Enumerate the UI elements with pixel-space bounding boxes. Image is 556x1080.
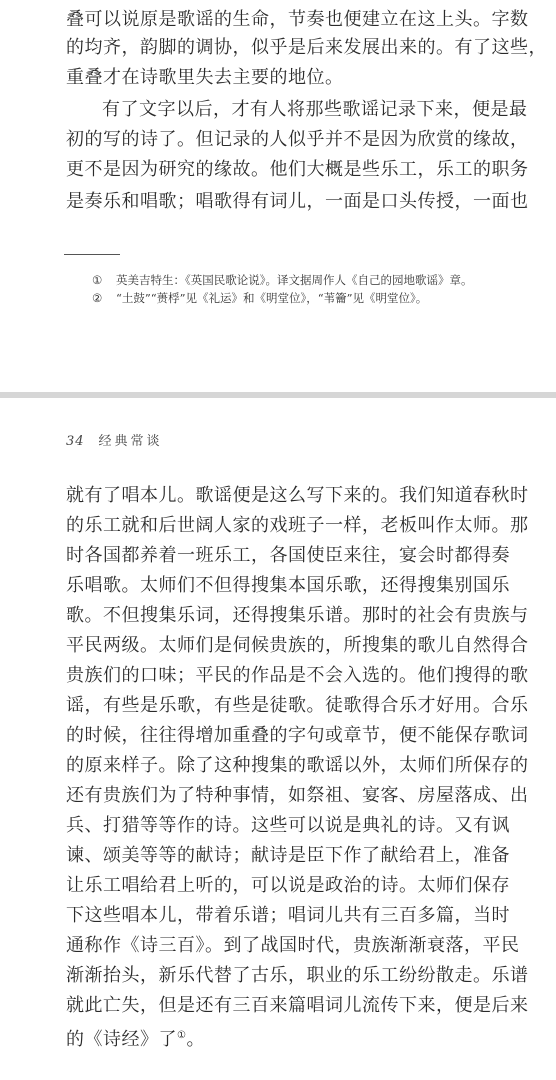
text-line: 的乐工就和后世阔人家的戏班子一样，老板叫作太师。那 <box>66 515 529 536</box>
text-line: 叠可以说原是歌谣的生命，节奏也便建立在这上头。字数 <box>66 9 529 30</box>
text-line: 歌。不但搜集乐词，还得搜集乐谱。那时的社会有贵族与 <box>66 605 529 626</box>
text-line: 的时候，往往得增加重叠的字句或章节，便不能保存歌词 <box>66 725 529 746</box>
text-line: 贵族们的口味；平民的作品是不会入选的。他们搜得的歌 <box>66 665 529 686</box>
text-line: 还有贵族们为了特种事情，如祭祖、宴客、房屋落成、出 <box>66 785 529 806</box>
text-line: 谏、颂美等等的献诗；献诗是臣下作了献给君上，准备 <box>66 845 510 866</box>
text-line: 初的写的诗了。但记录的人似乎并不是因为欣赏的缘故， <box>66 129 529 150</box>
footnote-separator <box>64 254 120 255</box>
text-fragment: 的《诗经》了 <box>66 1029 177 1050</box>
text-line: 通称作《诗三百》。到了战国时代，贵族渐渐衰落，平民 <box>66 935 520 956</box>
footnote-text: 英美吉特生：《英国民歌论说》。译文据周作人《自己的园地歌谣》章。 <box>116 273 473 287</box>
text-line: 兵、打猎等等作的诗。这些可以说是典礼的诗。又有讽 <box>66 815 510 836</box>
footnote-mark: ② <box>92 291 103 305</box>
paragraph-start-line: 有了文字以后，才有人将那些歌谣记录下来，便是最 <box>102 99 528 120</box>
text-line: 乐唱歌。太师们不但得搜集本国乐歌，还得搜集别国乐 <box>66 575 510 596</box>
running-head <box>66 430 163 449</box>
text-line: 时各国都养着一班乐工，各国使臣来往，宴会时都得奏 <box>66 545 510 566</box>
text-line: 渐渐抬头，新乐代替了古乐，职业的乐工纷纷散走。乐谱 <box>66 965 529 986</box>
footnote <box>92 290 427 306</box>
text-line: 的原来样子。除了这种搜集的歌谣以外，太师们所保存的 <box>66 755 529 776</box>
text-line: 就有了唱本儿。歌谣便是这么写下来的。我们知道春秋时 <box>66 485 529 506</box>
text-line: 谣，有些是乐歌，有些是徒歌。徒歌得合乐才好用。合乐 <box>66 695 529 716</box>
period: 。 <box>186 1029 205 1050</box>
text-line: 更不是因为研究的缘故。他们大概是些乐工，乐工的职务 <box>66 159 529 180</box>
top-page <box>0 0 556 392</box>
text-line: 是奏乐和唱歌；唱歌得有词儿，一面是口头传授，一面也 <box>66 191 529 212</box>
text-line: 的均齐，韵脚的调协，似乎是后来发展出来的。有了这些， <box>66 37 547 58</box>
footnote-mark: ① <box>92 273 103 287</box>
text-line: 下这些唱本儿，带着乐谱；唱词儿共有三百多篇，当时 <box>66 905 510 926</box>
text-line: 就此亡失，但是还有三百来篇唱词儿流传下来，便是后来 <box>66 995 529 1016</box>
page-number: 34 <box>66 434 85 449</box>
book-title: 经典常谈 <box>98 434 163 449</box>
text-line: 平民两级。太师们是伺候贵族的，所搜集的歌儿自然得合 <box>66 635 529 656</box>
footnote-text: “土鼓”“蒉桴”见《礼运》和《明堂位》，“苇籥”见《明堂位》。 <box>116 291 428 305</box>
text-line-last <box>66 1024 496 1052</box>
footnote <box>92 272 473 288</box>
footnote-reference: ① <box>177 1030 187 1041</box>
text-line: 让乐工唱给君上听的，可以说是政治的诗。太师们保存 <box>66 875 510 896</box>
text-line: 重叠才在诗歌里失去主要的地位。 <box>66 67 344 88</box>
